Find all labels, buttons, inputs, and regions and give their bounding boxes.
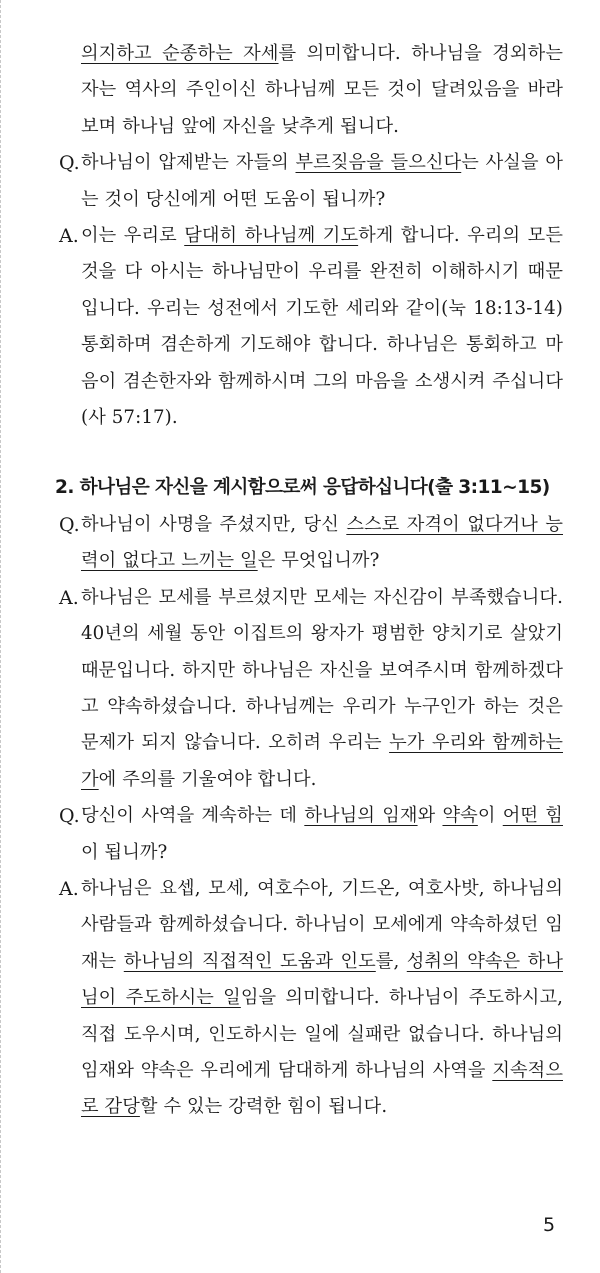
question-item	[51, 798, 563, 871]
answer-marker: A.	[59, 877, 79, 900]
text-run: 는 사실을 아는 것이 당신에게 어떤 도움이 됩니까?	[81, 152, 563, 210]
question-marker: Q.	[59, 513, 80, 536]
question-marker: Q.	[59, 152, 80, 175]
underlined-phrase: 담대히 하나님께 기도	[184, 225, 359, 247]
question-marker: Q.	[59, 805, 80, 828]
answer-item	[51, 871, 563, 1126]
answer-text	[81, 580, 563, 798]
underlined-phrase: 누가 우리와 함께하는가	[81, 732, 563, 790]
underlined-phrase: 성취의 약속은 하나님이 주도하시는 일	[81, 950, 563, 1009]
text-run: 를,	[375, 950, 407, 972]
answer-item	[51, 580, 563, 798]
answer-item	[51, 218, 563, 436]
answer-marker: A.	[59, 586, 79, 609]
answer-text	[81, 218, 563, 436]
section-2-qa	[51, 507, 563, 1126]
question-item	[51, 507, 563, 580]
underlined-phrase: 하나님의 직접적인 도움과 인도	[123, 950, 376, 972]
text-run: 하나님이 사명을 주셨지만, 당신	[81, 513, 347, 535]
text-run: 은 무엇입니까?	[257, 550, 380, 572]
page-content	[51, 36, 563, 1126]
answer-text	[81, 871, 563, 1126]
text-run: 할 수 있는 강력한 힘이 됩니다.	[139, 1096, 388, 1118]
text-run: 를 의미합니다. 하나님을 경외하는 자는 역사의 주인이신 하나님께 모든 것이 달려있음을 바라보며 하나님 앞에 자신을 낮추게 됩니다.	[81, 43, 563, 137]
question-item	[51, 145, 563, 218]
question-text	[81, 507, 563, 580]
text-run: 당신이 사역을 계속하는 데	[81, 805, 305, 827]
underlined-phrase: 하나님의 임재	[304, 805, 418, 827]
section-heading: 2. 하나님은 자신을 계시함으로써 응답하십니다(출 3:11~15)	[55, 477, 550, 499]
underlined-phrase: 어떤 힘	[502, 805, 563, 827]
text-run: 하나님은 요셉, 모세, 여호수아, 기드온, 여호사밧, 하나님의 사람들과 함께하셨습니다. 하나님이 모세에게 약속하셨던 임재는	[81, 877, 563, 972]
underlined-phrase: 부르짖음을 들으신다	[295, 152, 462, 174]
underlined-phrase: 약속	[442, 805, 478, 827]
page-number: 5	[543, 1214, 556, 1236]
text-run: 이	[477, 805, 503, 827]
text-run: 이는 우리로	[81, 225, 185, 247]
text-run: 하나님이 압제받는 자들의	[81, 152, 296, 174]
intro-paragraph	[51, 36, 563, 145]
underlined-phrase: 의지하고 순종하는 자세	[81, 43, 279, 64]
question-text	[81, 145, 563, 218]
text-run: 임을 의미합니다. 하나님이 주도하시고, 직접 도우시며, 인도하시는 일에 실패란 없습니다. 하나님의 임재와 약속은 우리에게 담대하게 하나님의 사역을	[81, 987, 563, 1081]
underlined-phrase: 스스로 자격이 없다거나 능력이 없다고 느끼는 일	[81, 513, 563, 572]
question-text	[81, 798, 563, 871]
underlined-phrase: 지속적으로 감당	[81, 1059, 563, 1118]
section-1-qa	[51, 145, 563, 436]
text-run: 하나님은 모세를 부르셨지만 모세는 자신감이 부족했습니다. 40년의 세월 동안 이집트의 왕자가 평범한 양치기로 살았기 때문입니다. 하지만 하나님은 자신을 보여주시며 함께하겠다고 약속하셨습니다. 하나님께는 우리가 누구인가 하는 것은 문제가 되지 않습니다. 오히려 우리는	[81, 586, 563, 754]
answer-marker: A.	[59, 225, 79, 248]
text-run: 하게 합니다. 우리의 모든 것을 다 아시는 하나님만이 우리를 완전히 이해하시기 때문입니다. 우리는 성전에서 기도한 세리와 같이(눅 18:13-14) 통회하며 겸손하게 기도해야 합니다. 하나님은 통회하고 마음이 겸손한자와 함께하시며 그의 마음을 소생시켜 주십니다(사 57:17).	[81, 225, 564, 429]
text-run: 에 주의를 기울여야 합니다.	[98, 768, 317, 790]
text-run: 와	[417, 805, 443, 827]
text-run: 이 됩니까?	[81, 841, 168, 863]
